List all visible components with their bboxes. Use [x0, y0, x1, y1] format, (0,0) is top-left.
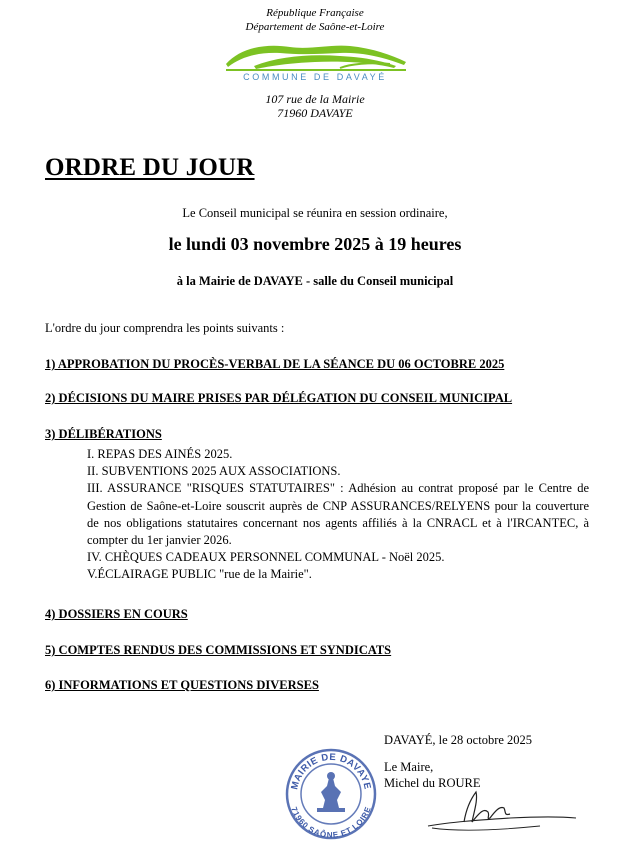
- address-city: 71960 DAVAYE: [277, 106, 353, 120]
- agenda-item-4: 4) DOSSIERS EN COURS: [45, 607, 188, 621]
- stamp-bottom-text: 71960 SAÔNE ET LOIRE: [289, 805, 373, 840]
- intro-text: Le Conseil municipal se réunira en session ordinaire,: [182, 206, 448, 220]
- letterhead-republic: République Française: [266, 7, 364, 19]
- deliberation-item: III. ASSURANCE "RISQUES STATUTAIRES" : Adhésion au contrat proposé par le Centre de Gestion de Saône-et-Loire souscrit auprès de CNP ASSURANCES/RELYENS pour la couverture de nos obligations statutaires concernant nos agents affiliés à la CNRACL et à l'IRCANTEC, à compter du 1er janvier 2026.: [87, 481, 589, 548]
- document-title: ORDRE DU JOUR: [45, 154, 255, 181]
- deliberation-item: V.ÉCLAIRAGE PUBLIC "rue de la Mairie".: [87, 567, 312, 582]
- deliberation-item: IV. CHÈQUES CADEAUX PERSONNEL COMMUNAL - Noël 2025.: [87, 550, 445, 565]
- deliberation-item: II. SUBVENTIONS 2025 AUX ASSOCIATIONS.: [87, 464, 341, 479]
- agenda-item-3: 3) DÉLIBÉRATIONS: [45, 427, 162, 441]
- agenda-item-6: 6) INFORMATIONS ET QUESTIONS DIVERSES: [45, 678, 319, 692]
- stamp-emblem: [317, 772, 345, 812]
- mayor-name: Michel du ROURE: [384, 776, 481, 790]
- deliberation-item: I. REPAS DES AINÉS 2025.: [87, 447, 233, 461]
- mayor-signature: [420, 782, 580, 840]
- mayor-role: Le Maire,: [384, 760, 434, 774]
- mairie-stamp: [283, 746, 379, 842]
- place-date: DAVAYÉ, le 28 octobre 2025: [384, 733, 533, 747]
- meeting-date: le lundi 03 novembre 2025 à 19 heures: [168, 234, 462, 254]
- letterhead: [0, 6, 630, 34]
- agenda-item-1: 1) APPROBATION DU PROCÈS-VERBAL DE LA SÉANCE DU 06 OCTOBRE 2025: [45, 357, 505, 371]
- agenda-lead: L'ordre du jour comprendra les points suivants :: [45, 321, 285, 335]
- logo-text: COMMUNE DE DAVAYÉ: [243, 72, 387, 82]
- letterhead-department: Département de Saône-et-Loire: [245, 21, 385, 33]
- agenda-item-5: 5) COMPTES RENDUS DES COMMISSIONS ET SYNDICATS: [45, 643, 392, 657]
- meeting-location: à la Mairie de DAVAYE - salle du Conseil municipal: [176, 274, 454, 288]
- address: [0, 92, 630, 120]
- agenda-item-2: 2) DÉCISIONS DU MAIRE PRISES PAR DÉLÉGATION DU CONSEIL MUNICIPAL: [45, 391, 513, 405]
- address-street: 107 rue de la Mairie: [265, 92, 365, 106]
- deliberations-list: [87, 446, 589, 584]
- stamp-top-text: MAIRIE DE DAVAYE: [289, 751, 373, 791]
